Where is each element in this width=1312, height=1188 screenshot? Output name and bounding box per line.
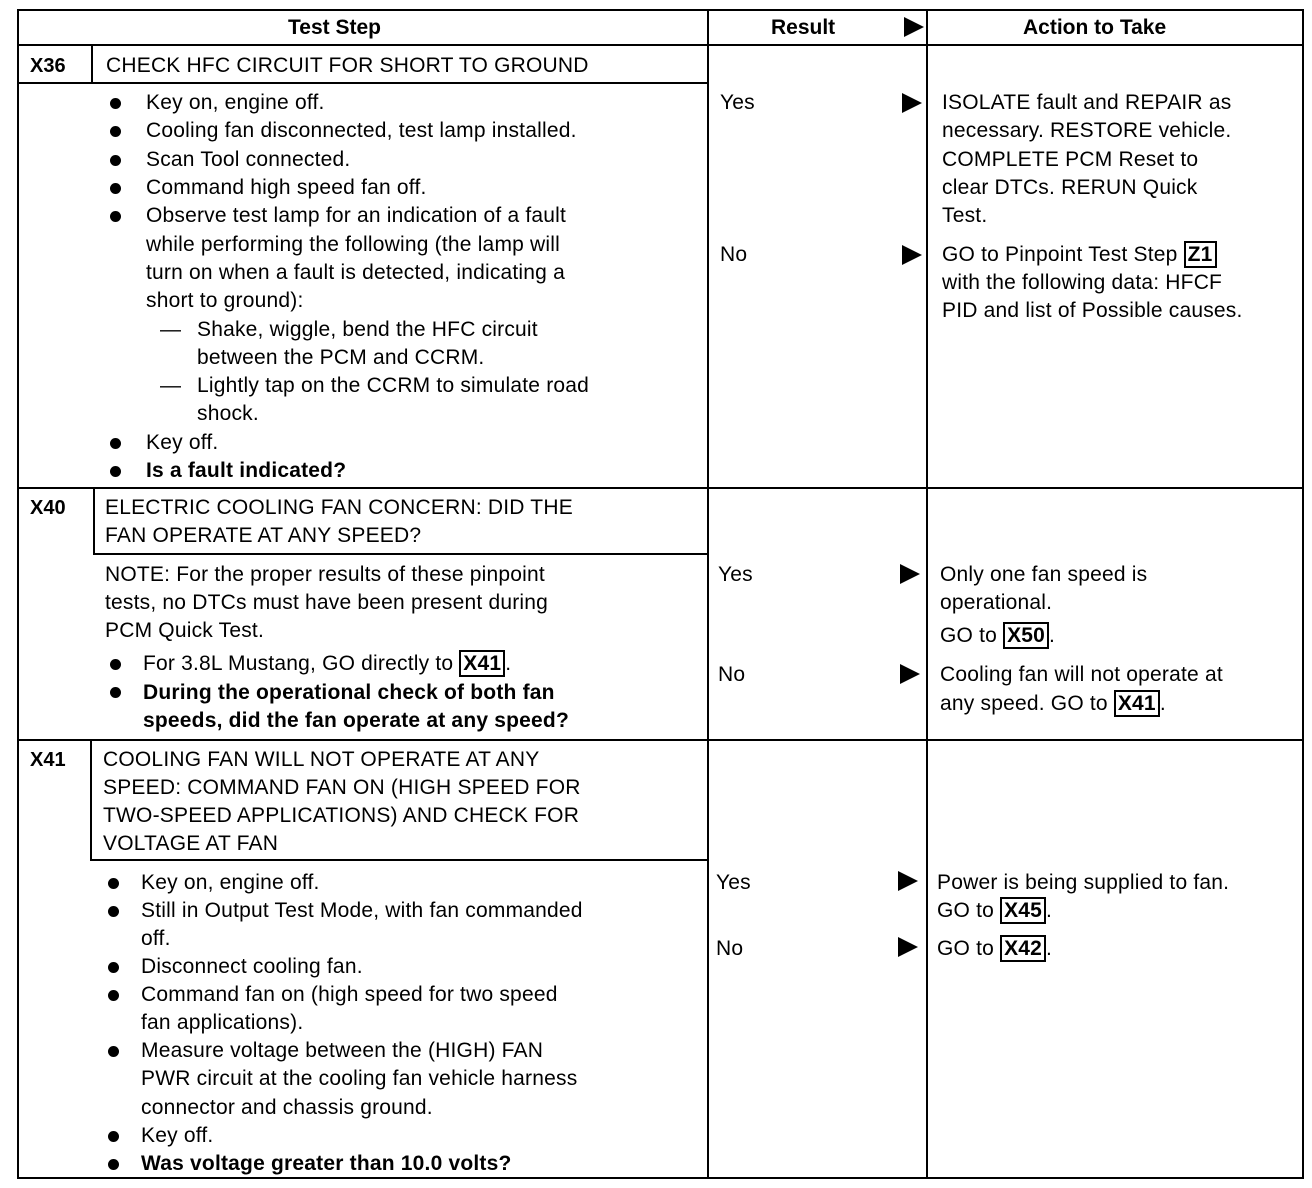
x41-title-bottom [90, 859, 709, 861]
action-line: ISOLATE fault and REPAIR as [942, 91, 1232, 114]
bullet-icon [110, 155, 121, 166]
action-line: Power is being supplied to fan. [937, 871, 1230, 894]
body-line: Shake, wiggle, bend the HFC circuit [197, 318, 538, 341]
bullet-icon [110, 126, 121, 137]
result-arrow-icon [900, 564, 920, 584]
body-question: During the operational check of both fan [143, 681, 555, 704]
action-line: GO to X45 . [937, 899, 1053, 922]
bullet-icon [108, 1131, 119, 1142]
result-arrow-icon [902, 93, 922, 113]
result-no-label: No [718, 663, 746, 686]
header-arrow-icon [904, 17, 924, 37]
table-top-border [17, 9, 1304, 11]
body-line: Command fan on (high speed for two speed [141, 983, 558, 1006]
step-title-x40: FAN OPERATE AT ANY SPEED? [105, 524, 422, 547]
x41-id-divider [90, 739, 92, 861]
x40-title-bottom [93, 553, 709, 555]
result-arrow-icon [898, 871, 918, 891]
body-line: PWR circuit at the cooling fan vehicle harness [141, 1067, 578, 1090]
body-line: Disconnect cooling fan. [141, 955, 363, 978]
body-line: Command high speed fan off. [146, 176, 427, 199]
body-line: Still in Output Test Mode, with fan commanded [141, 899, 583, 922]
step-reference-link[interactable]: Z1 [1184, 241, 1217, 268]
result-arrow-icon [900, 664, 920, 684]
row-separator-x40 [17, 487, 1304, 489]
body-line: while performing the following (the lamp will [146, 233, 561, 256]
body-line: short to ground): [146, 289, 304, 312]
step-id-x41: X41 [30, 749, 66, 771]
action-text: any speed. GO to [940, 692, 1108, 715]
step-title-x41: SPEED: COMMAND FAN ON (HIGH SPEED FOR [103, 776, 581, 799]
step-title-x36: CHECK HFC CIRCUIT FOR SHORT TO GROUND [106, 54, 589, 77]
action-line: clear DTCs. RERUN Quick [942, 176, 1198, 199]
action-line: with the following data: HFCF [942, 271, 1223, 294]
step-reference-link[interactable]: X41 [1114, 690, 1160, 717]
note-line: NOTE: For the proper results of these pinpoint [105, 563, 545, 586]
action-text: GO to [937, 937, 995, 960]
body-line: Lightly tap on the CCRM to simulate road [197, 374, 590, 397]
body-line: For 3.8L Mustang, GO directly to X41 . [143, 652, 512, 675]
bullet-icon [110, 659, 121, 670]
result-yes-label: Yes [716, 871, 751, 894]
action-line: necessary. RESTORE vehicle. [942, 119, 1232, 142]
action-text: GO to [937, 899, 995, 922]
dash-icon: — [160, 318, 182, 341]
bullet-icon [108, 878, 119, 889]
action-line: GO to X42 . [937, 937, 1053, 960]
result-no-label: No [716, 937, 744, 960]
action-line [942, 241, 1217, 269]
step-id-x36: X36 [30, 55, 66, 77]
body-question: Was voltage greater than 10.0 volts? [141, 1152, 512, 1175]
body-line: Key on, engine off. [141, 871, 320, 894]
action-line: Cooling fan will not operate at [940, 663, 1223, 686]
action-line: Only one fan speed is [940, 563, 1148, 586]
action-line: GO to X50 . [940, 624, 1056, 647]
action-text: GO to Pinpoint Test Step [942, 243, 1178, 266]
action-line: COMPLETE PCM Reset to [942, 148, 1199, 171]
step-reference-link[interactable]: X50 [1003, 622, 1049, 649]
body-text: For 3.8L Mustang, GO directly to [143, 652, 454, 675]
step-title-x40: ELECTRIC COOLING FAN CONCERN: DID THE [105, 496, 573, 519]
row-separator-x41 [17, 739, 1304, 741]
body-line: Scan Tool connected. [146, 148, 351, 171]
bullet-icon [108, 990, 119, 1001]
result-yes-label: Yes [718, 563, 753, 586]
table-right-border [1302, 9, 1304, 1179]
body-line: Cooling fan disconnected, test lamp installed. [146, 119, 577, 142]
bullet-icon [110, 211, 121, 222]
result-yes-label: Yes [720, 91, 755, 114]
body-line: between the PCM and CCRM. [197, 346, 485, 369]
body-line: Measure voltage between the (HIGH) FAN [141, 1039, 544, 1062]
body-line: Key off. [141, 1124, 214, 1147]
body-question: speeds, did the fan operate at any speed? [143, 709, 569, 732]
bullet-icon [110, 687, 121, 698]
step-title-x41: VOLTAGE AT FAN [103, 832, 279, 855]
bullet-icon [108, 1159, 119, 1170]
header-result: Result [771, 16, 836, 39]
header-test-step: Test Step [288, 16, 381, 39]
bullet-icon [110, 183, 121, 194]
step-title-x41: TWO-SPEED APPLICATIONS) AND CHECK FOR [103, 804, 580, 827]
table-left-border [17, 9, 19, 1179]
action-line: any speed. GO to X41 . [940, 692, 1166, 715]
bullet-icon [110, 438, 121, 449]
result-arrow-icon [898, 937, 918, 957]
step-title-x41: COOLING FAN WILL NOT OPERATE AT ANY [103, 748, 540, 771]
body-line: Observe test lamp for an indication of a fault [146, 204, 567, 227]
body-line: Key off. [146, 431, 219, 454]
result-arrow-icon [902, 245, 922, 265]
action-line: operational. [940, 591, 1053, 614]
result-column-border [707, 9, 709, 1179]
action-line: Test. [942, 204, 988, 227]
header-bottom-border [17, 44, 1304, 46]
bullet-icon [110, 466, 121, 477]
result-no-label: No [720, 243, 748, 266]
step-reference-link[interactable]: X41 [459, 650, 505, 677]
step-reference-link[interactable]: X42 [1000, 935, 1046, 962]
body-line: Key on, engine off. [146, 91, 325, 114]
note-line: PCM Quick Test. [105, 619, 264, 642]
body-line: shock. [197, 402, 259, 425]
header-action: Action to Take [1023, 16, 1167, 39]
dash-icon: — [160, 374, 182, 397]
body-line: fan applications). [141, 1011, 304, 1034]
body-question: Is a fault indicated? [146, 459, 347, 482]
action-text: GO to [940, 624, 998, 647]
note-line: tests, no DTCs must have been present during [105, 591, 549, 614]
step-reference-link[interactable]: X45 [1000, 897, 1046, 924]
body-line: turn on when a fault is detected, indicating a [146, 261, 565, 284]
action-line: PID and list of Possible causes. [942, 299, 1243, 322]
body-line: connector and chassis ground. [141, 1096, 433, 1119]
bullet-icon [108, 1046, 119, 1057]
x36-id-divider [91, 44, 93, 84]
x36-title-bottom [17, 82, 709, 84]
step-id-x40: X40 [30, 497, 66, 519]
bullet-icon [108, 906, 119, 917]
action-column-border [926, 9, 928, 1179]
bullet-icon [108, 962, 119, 973]
bullet-icon [110, 98, 121, 109]
x40-id-divider [93, 487, 95, 555]
body-line: off. [141, 927, 171, 950]
